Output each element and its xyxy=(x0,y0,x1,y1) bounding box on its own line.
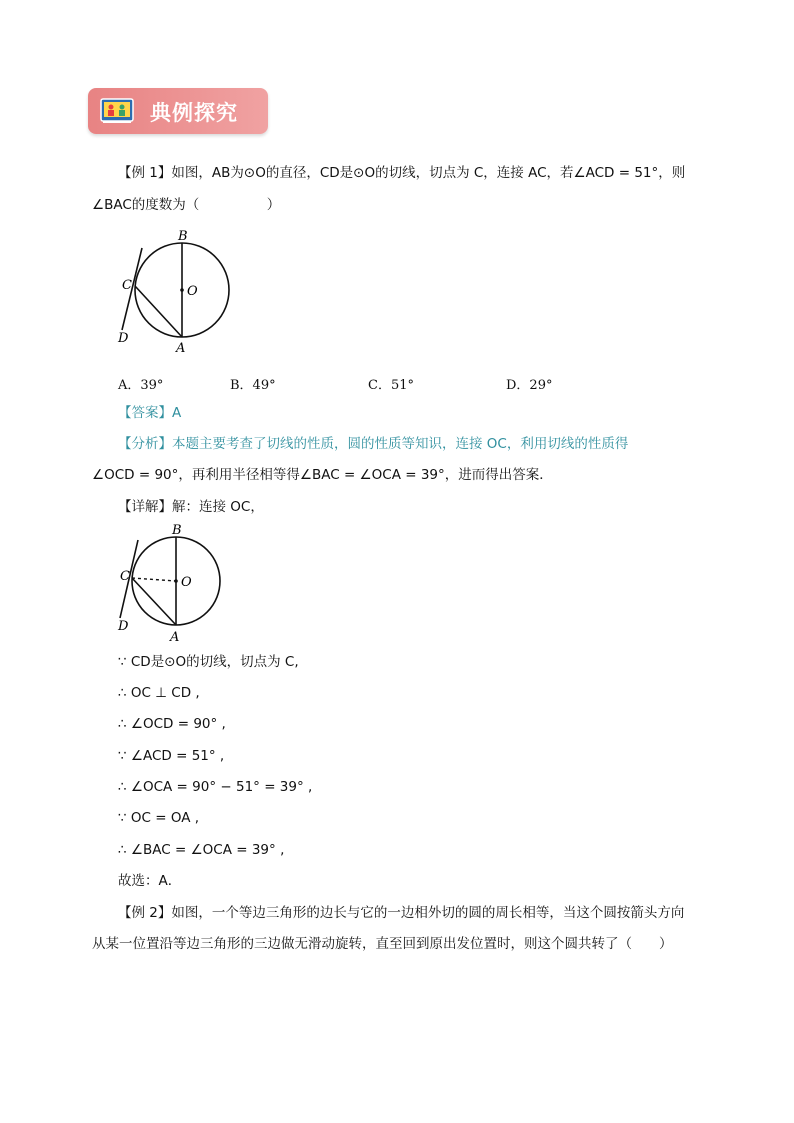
label-c-2: C xyxy=(120,569,130,584)
example2-question-line2: 从某一位置沿等边三角形的三边做无滑动旋转，直至回到原出发位置时，则这个圆共转了（ ） xyxy=(92,936,673,952)
presentation-icon xyxy=(100,98,134,124)
label-a: A xyxy=(176,341,186,356)
analysis-line2: ∠OCD = 90°，再利用半径相等得∠BAC = ∠OCA = 39°，进而得出答案． xyxy=(92,467,553,483)
label-d-2: D xyxy=(118,619,129,634)
label-c: C xyxy=(122,278,132,293)
circle-tangent-figure-1 xyxy=(112,226,242,356)
option-c: C．51° xyxy=(368,378,414,393)
option-d: D．29° xyxy=(506,378,553,393)
label-d: D xyxy=(118,331,129,346)
step-1: ∵ CD是⊙O的切线，切点为 C, xyxy=(118,654,299,670)
step-5: ∴ ∠OCA = 90° − 51° = 39° , xyxy=(118,779,313,795)
answer-line: 【答案】A xyxy=(118,405,182,421)
section-banner xyxy=(88,88,268,134)
example1-question-line2: ∠BAC的度数为（ ） xyxy=(92,197,281,213)
step-7: ∴ ∠BAC = ∠OCA = 39° , xyxy=(118,842,285,858)
label-o-2: O xyxy=(181,575,192,590)
analysis-line1: 【分析】本题主要考查了切线的性质，圆的性质等知识，连接 OC，利用切线的性质得 xyxy=(118,436,629,452)
circle-tangent-figure-2 xyxy=(112,520,237,646)
detail-intro: 【详解】解：连接 OC， xyxy=(118,499,264,515)
example2-question-line1: 【例 2】如图，一个等边三角形的边长与它的一边相外切的圆的周长相等，当这个圆按箭头方向 xyxy=(118,905,685,921)
example1-question-line1: 【例 1】如图，AB为⊙O的直径，CD是⊙O的切线，切点为 C，连接 AC，若∠ACD = 51°，则 xyxy=(118,165,686,181)
label-b: B xyxy=(178,229,188,244)
step-3: ∴ ∠OCD = 90° , xyxy=(118,716,226,732)
option-a: A．39° xyxy=(118,378,164,393)
label-a-2: A xyxy=(170,630,180,645)
step-8: 故选：A． xyxy=(118,873,182,889)
step-4: ∵ ∠ACD = 51° , xyxy=(118,748,225,764)
step-6: ∵ OC = OA , xyxy=(118,810,200,826)
step-2: ∴ OC ⊥ CD , xyxy=(118,685,200,701)
label-o: O xyxy=(187,284,198,299)
section-title: 典例探究 xyxy=(150,101,238,125)
option-b: B．49° xyxy=(230,378,276,393)
label-b-2: B xyxy=(172,523,182,538)
